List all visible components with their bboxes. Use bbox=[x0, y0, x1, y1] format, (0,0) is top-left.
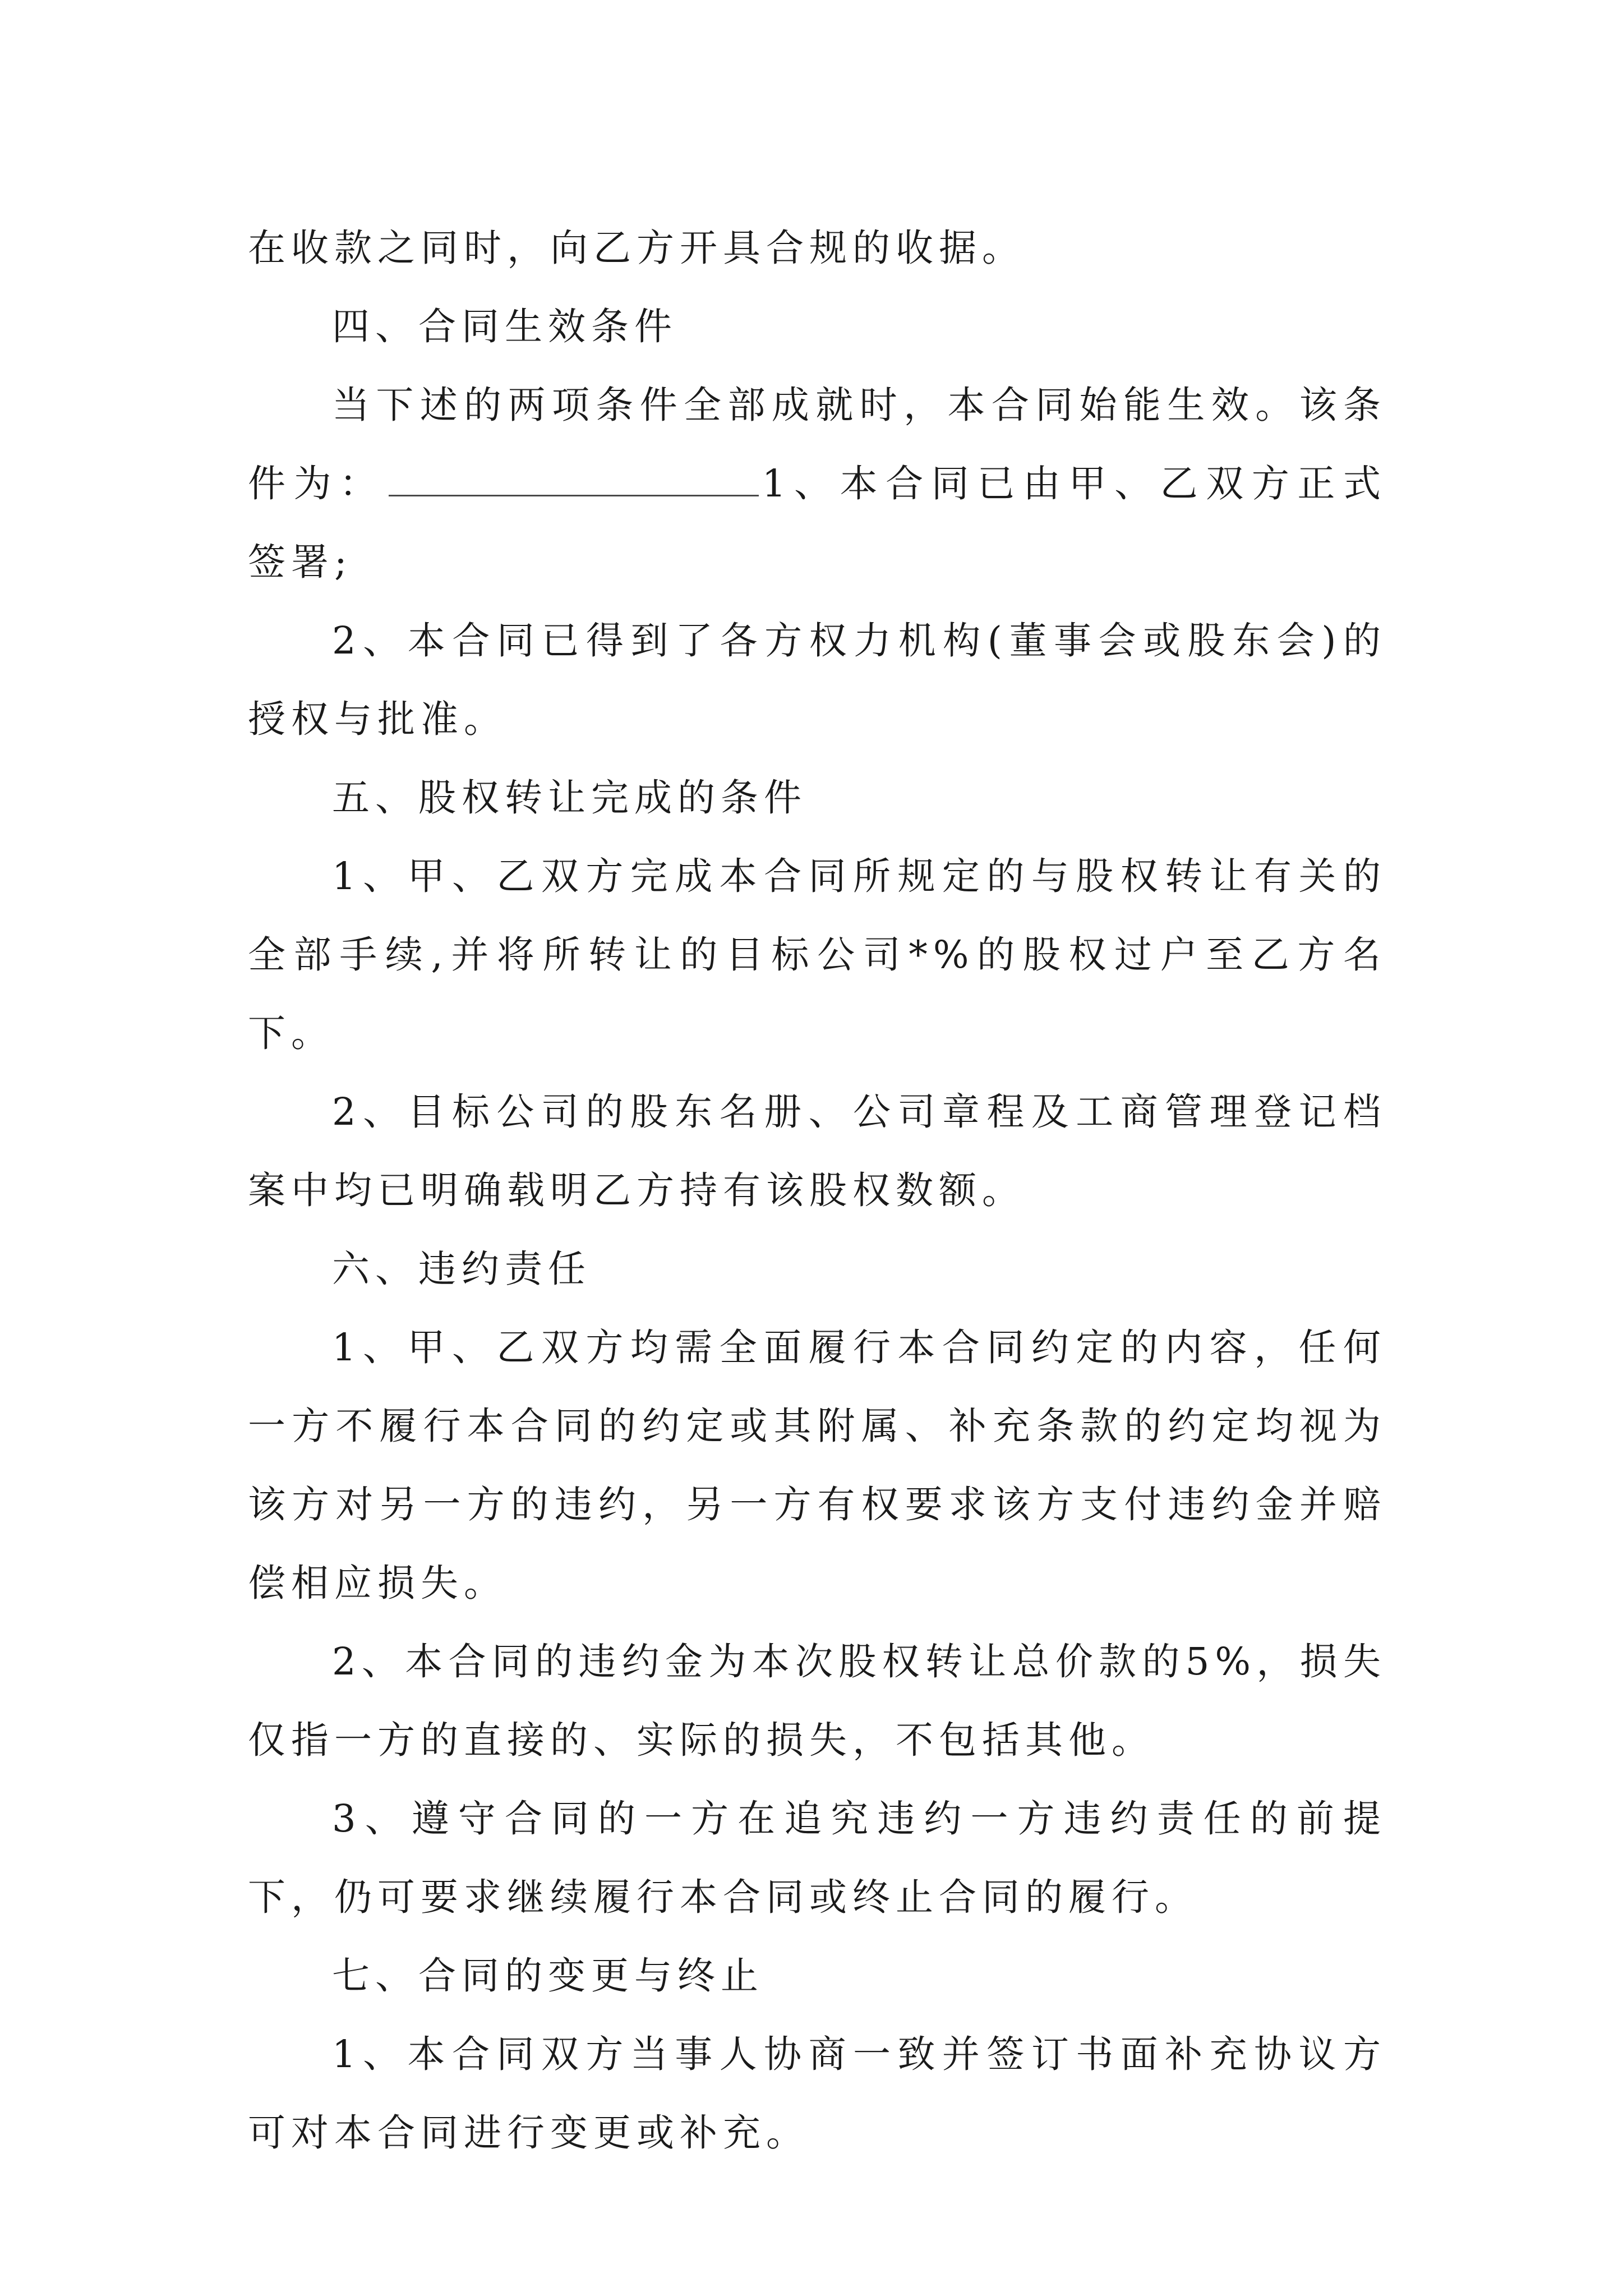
paragraph-transfer-procedures: 1、甲、乙双方完成本合同所规定的与股权转让有关的全部手续,并将所转让的目标公司*%的股权过户至乙方名下。 bbox=[248, 854, 1386, 1055]
paragraph-effective-conditions bbox=[248, 366, 1386, 601]
paragraph-receipt: 在收款之同时，向乙方开具合规的收据。 bbox=[248, 226, 1025, 270]
paragraph-text: 当下述的两项条件全部成就时，本合同始能生效。该条件为： bbox=[248, 383, 1386, 505]
blank-fill-line bbox=[389, 462, 759, 496]
paragraph-authorization: 2、本合同已得到了各方权力机构(董事会或股东会)的授权与批准。 bbox=[248, 619, 1386, 741]
paragraph-amendment-agreement: 1、本合同双方当事人协商一致并签订书面补充协议方可对本合同进行变更或补充。 bbox=[248, 2032, 1386, 2155]
paragraph-breach-definition: 1、甲、乙双方均需全面履行本合同约定的内容，任何一方不履行本合同的约定或其附属、补充条款的约定均视为该方对另一方的违约，另一方有权要求该方支付违约金并赔偿相应损失。 bbox=[248, 1326, 1386, 1605]
paragraph-continue-performance: 3、遵守合同的一方在追究违约一方违约责任的前提下，仍可要求继续履行本合同或终止合同的履行。 bbox=[248, 1797, 1386, 1919]
paragraph-penalty-amount: 2、本合同的违约金为本次股权转让总价款的5%，损失仅指一方的直接的、实际的损失，不包括其他。 bbox=[248, 1640, 1386, 1762]
section-heading-liability: 六、违约责任 bbox=[332, 1247, 591, 1291]
document-body bbox=[248, 209, 1386, 2172]
section-heading-amendment: 七、合同的变更与终止 bbox=[332, 1954, 764, 1998]
paragraph-shareholder-register: 2、目标公司的股东名册、公司章程及工商管理登记档案中均已明确载明乙方持有该股权数额。 bbox=[248, 1090, 1386, 1212]
paragraph-text: 1、本合同已由甲、乙双方正式签署; bbox=[248, 462, 1386, 584]
section-heading-effective-conditions: 四、合同生效条件 bbox=[332, 305, 677, 348]
section-heading-transfer-completion: 五、股权转让完成的条件 bbox=[332, 776, 807, 820]
